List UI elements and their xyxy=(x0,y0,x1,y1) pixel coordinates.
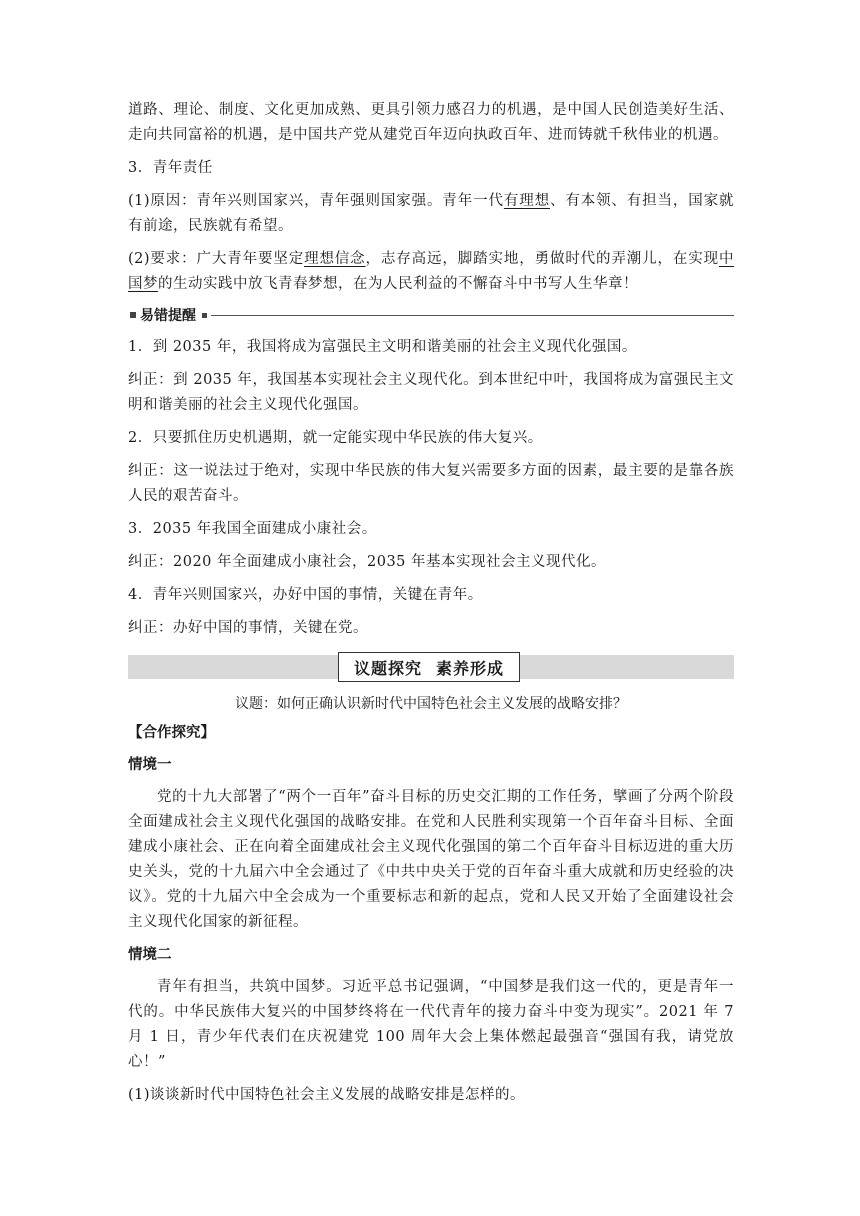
square-bullet-icon xyxy=(130,312,136,318)
underlined-term: 有理想 xyxy=(503,193,550,209)
youth-requirement: (2)要求：广大青年要坚定理想信念，志存高远，脚踏实地，勇做时代的弄潮儿，在实现中国梦的生动实践中放飞青春梦想，在为人民利益的不懈奋斗中书写人生华章！ xyxy=(128,251,734,292)
section-banner xyxy=(128,655,734,679)
error-hint-title: 易错提醒 xyxy=(140,308,196,324)
section-banner-title: 议题探究 素养形成 xyxy=(338,652,520,682)
hint-claim-4: 4．青年兴则国家兴，办好中国的事情，关键在青年。 xyxy=(128,587,483,603)
scene-2-title: 情境二 xyxy=(128,947,172,963)
coop-heading: 【合作探究】 xyxy=(128,725,215,741)
hint-fix-2: 纠正：这一说法过于绝对，实现中华民族的伟大复兴需要多方面的因素，最主要的是靠各族人民的艰苦奋斗。 xyxy=(128,463,734,504)
document-page xyxy=(128,98,734,1116)
hint-claim-1: 1．到 2035 年，我国将成为富强民主文明和谐美丽的社会主义现代化强国。 xyxy=(128,339,637,355)
underlined-term: 中国梦 xyxy=(128,251,734,292)
scene-2-text: 青年有担当，共筑中国梦。习近平总书记强调，“中国梦是我们这一代的，更是青年一代的。中华民族伟大复兴的中国梦终将在一代代青年的接力奋斗中变为现实”。2021 年 7 月 1 日，青少年代表们在庆祝建党 100 周年大会上集体燃起最强音“强国有我，请党放心！” xyxy=(128,979,734,1070)
hint-fix-1: 纠正：到 2035 年，我国基本实现社会主义现代化。到本世纪中叶，我国将成为富强民主文明和谐美丽的社会主义现代化强国。 xyxy=(128,372,734,413)
error-hint-header xyxy=(128,305,734,325)
hint-claim-3: 3．2035 年我国全面建成小康社会。 xyxy=(128,521,377,537)
youth-heading: 3．青年责任 xyxy=(128,160,213,176)
hint-claim-2: 2．只要抓住历史机遇期，就一定能实现中华民族的伟大复兴。 xyxy=(128,430,543,446)
hint-fix-3: 纠正：2020 年全面建成小康社会，2035 年基本实现社会主义现代化。 xyxy=(128,554,607,570)
underlined-term: 理想信念 xyxy=(304,251,366,267)
hint-fix-4: 纠正：办好中国的事情，关键在党。 xyxy=(128,620,368,636)
divider xyxy=(211,315,734,316)
top-paragraph: 道路、理论、制度、文化更加成熟、更具引领力感召力的机遇，是中国人民创造美好生活、走向共同富裕的机遇，是中国共产党从建党百年迈向执政百年、进而铸就千秋伟业的机遇。 xyxy=(128,102,734,143)
youth-reason: (1)原因：青年兴则国家兴，青年强则国家强。青年一代有理想、有本领、有担当，国家就有前途，民族就有希望。 xyxy=(128,193,735,234)
scene-1-title: 情境一 xyxy=(128,757,172,773)
scene-1-text: 党的十九大部署了“两个一百年”奋斗目标的历史交汇期的工作任务，擘画了分两个阶段全面建成社会主义现代化强国的战略安排。在党和人民胜利实现第一个百年奋斗目标、全面建成小康社会、正在向着全面建成社会主义现代化强国的第二个百年奋斗目标迈进的重大历史关头，党的十九届六中全会通过了《中共中央关于党的百年奋斗重大成就和历史经验的决议》。党的十九届六中全会成为一个重要标志和新的起点，党和人民又开始了全面建设社会主义现代化国家的新征程。 xyxy=(128,789,734,930)
topic-question: 议题：如何正确认识新时代中国特色社会主义发展的战略安排？ xyxy=(235,696,627,712)
question-1: (1)谈谈新时代中国特色社会主义发展的战略安排是怎样的。 xyxy=(128,1087,526,1103)
square-bullet-icon xyxy=(202,313,207,318)
